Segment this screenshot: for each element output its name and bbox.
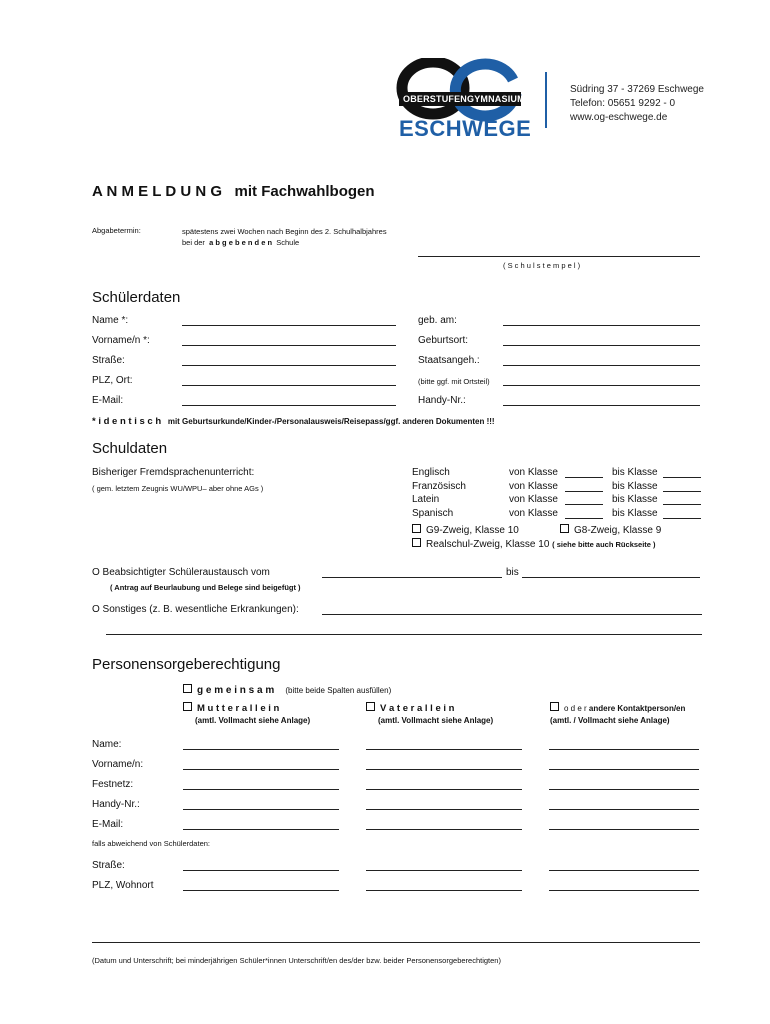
- von-label: von Klasse: [509, 481, 558, 492]
- realschul-checkbox[interactable]: Realschul-Zweig, Klasse 10 ( siehe bitte auch Rückseite ): [412, 538, 656, 550]
- header-divider: [545, 72, 547, 128]
- sorge-field[interactable]: [183, 769, 339, 770]
- bis-label: bis Klasse: [612, 494, 658, 505]
- stamp-line[interactable]: [418, 256, 700, 257]
- von-field[interactable]: [565, 518, 603, 519]
- signature-field[interactable]: [92, 942, 700, 943]
- field-label: Staatsangeh.:: [418, 355, 480, 366]
- checkbox-icon[interactable]: [550, 702, 559, 711]
- sorge-field[interactable]: [366, 769, 522, 770]
- stamp-label: ( S c h u l s t e m p e l ): [503, 261, 581, 270]
- sorge-field[interactable]: [183, 789, 339, 790]
- von-label: von Klasse: [509, 494, 558, 505]
- bis-field[interactable]: [663, 504, 701, 505]
- sorge-field[interactable]: [366, 809, 522, 810]
- plz-ort-field[interactable]: [182, 385, 396, 386]
- von-field[interactable]: [565, 477, 603, 478]
- field-label: PLZ, Ort:: [92, 375, 133, 386]
- signature-label: (Datum und Unterschrift; bei minderjährigen Schüler*innen Unterschrift/en des/der bzw. beider Personensorgeberechtigten): [92, 956, 501, 965]
- field-label: Straße:: [92, 860, 125, 871]
- sorge-field[interactable]: [366, 890, 522, 891]
- language-label: Latein: [412, 494, 440, 505]
- language-label: Französisch: [412, 481, 466, 492]
- sorge-field[interactable]: [549, 829, 699, 830]
- field-label: Straße:: [92, 355, 125, 366]
- field-label: Vorname/n *:: [92, 335, 150, 346]
- section-heading-sorge: Personensorgeberechtigung: [92, 656, 281, 673]
- section-heading-schueler: Schülerdaten: [92, 289, 181, 306]
- bis-label: bis Klasse: [612, 508, 658, 519]
- checkbox-icon[interactable]: [560, 524, 569, 533]
- field-label: Handy-Nr.:: [92, 799, 140, 810]
- austausch-bis-field[interactable]: [522, 577, 700, 578]
- vorname-field[interactable]: [182, 345, 396, 346]
- identity-note: * i d e n t i s c h mit Geburtsurkunde/Kinder-/Personalausweis/Reisepass/ggf. anderen Dokumenten !!!: [92, 416, 495, 427]
- checkbox-icon[interactable]: [412, 538, 421, 547]
- strasse-field[interactable]: [182, 365, 396, 366]
- sorge-field[interactable]: [183, 809, 339, 810]
- ortsteil-field[interactable]: [503, 385, 700, 386]
- sonstiges-label[interactable]: O Sonstiges (z. B. wesentliche Erkrankungen):: [92, 604, 299, 615]
- austausch-label[interactable]: O Beabsichtigter Schüleraustausch vom: [92, 567, 270, 578]
- field-label: Name *:: [92, 315, 129, 326]
- field-label: E-Mail:: [92, 819, 124, 830]
- checkbox-icon[interactable]: [412, 524, 421, 533]
- austausch-hint: ( Antrag auf Beurlaubung und Belege sind beigefügt ): [110, 583, 301, 592]
- von-label: von Klasse: [509, 508, 558, 519]
- deadline-line1: spätestens zwei Wochen nach Beginn des 2. Schulhalbjahres: [182, 227, 387, 236]
- bis-field[interactable]: [663, 518, 701, 519]
- austausch-von-field[interactable]: [322, 577, 502, 578]
- sorge-field[interactable]: [183, 870, 339, 871]
- sorge-field[interactable]: [366, 789, 522, 790]
- bis-label: bis Klasse: [612, 467, 658, 478]
- g9-checkbox[interactable]: G9-Zweig, Klasse 10: [412, 524, 519, 536]
- school-address: [570, 83, 704, 125]
- handy-field[interactable]: [503, 405, 700, 406]
- bis-field[interactable]: [663, 491, 701, 492]
- von-field[interactable]: [565, 491, 603, 492]
- sonstiges-field-2[interactable]: [106, 634, 702, 635]
- field-label: Handy-Nr.:: [418, 395, 466, 406]
- staatsangeh-field[interactable]: [503, 365, 700, 366]
- bis-field[interactable]: [663, 477, 701, 478]
- field-label: (bitte ggf. mit Ortsteil): [418, 377, 490, 386]
- address-line: Telefon: 05651 9292 - 0: [570, 98, 676, 109]
- vater-checkbox[interactable]: V a t e r a l l e i n (amtl. Vollmacht siehe Anlage): [366, 702, 493, 727]
- gemeinsam-checkbox[interactable]: g e m e i n s a m (bitte beide Spalten ausfüllen): [183, 684, 391, 696]
- language-label: Spanisch: [412, 508, 454, 519]
- sonstiges-field[interactable]: [322, 614, 702, 615]
- geb-am-field[interactable]: [503, 325, 700, 326]
- austausch-bis-label: bis: [506, 567, 519, 578]
- geburtsort-field[interactable]: [503, 345, 700, 346]
- title-spaced: A N M E L D U N G: [92, 183, 223, 200]
- sorge-field[interactable]: [549, 809, 699, 810]
- field-label: E-Mail:: [92, 395, 124, 406]
- fremd-hint: ( gem. letztem Zeugnis WU/WPU– aber ohne AGs ): [92, 484, 264, 493]
- section-heading-schul: Schuldaten: [92, 440, 168, 457]
- sorge-field[interactable]: [549, 769, 699, 770]
- bis-label: bis Klasse: [612, 481, 658, 492]
- title-rest: mit Fachwahlbogen: [234, 183, 375, 200]
- kontakt-checkbox[interactable]: o d e r andere Kontaktperson/en (amtl. / Vollmacht siehe Anlage): [550, 704, 686, 725]
- field-label: geb. am:: [418, 315, 457, 326]
- form-title: [92, 183, 375, 200]
- deadline-line2: bei der a b g e b e n d e n Schule: [182, 238, 300, 247]
- mutter-checkbox[interactable]: M u t t e r a l l e i n (amtl. Vollmacht siehe Anlage): [183, 702, 310, 727]
- von-label: von Klasse: [509, 467, 558, 478]
- sorge-field[interactable]: [366, 749, 522, 750]
- sorge-field[interactable]: [183, 749, 339, 750]
- sorge-field[interactable]: [366, 870, 522, 871]
- sorge-field[interactable]: [183, 829, 339, 830]
- field-label: Vorname/n:: [92, 759, 144, 770]
- email-field[interactable]: [182, 405, 396, 406]
- address-line: www.og-eschwege.de: [570, 112, 668, 123]
- language-label: Englisch: [412, 467, 450, 478]
- sorge-field[interactable]: [549, 870, 699, 871]
- checkbox-icon[interactable]: [366, 702, 375, 711]
- logo-city: ESCHWEGE: [399, 116, 532, 141]
- sorge-field[interactable]: [366, 829, 522, 830]
- name-field[interactable]: [182, 325, 396, 326]
- field-label: Festnetz:: [92, 779, 134, 790]
- field-label: Geburtsort:: [418, 335, 469, 346]
- abweichend-note: falls abweichend von Schülerdaten:: [92, 839, 210, 848]
- deadline-label: Abgabetermin:: [92, 226, 141, 235]
- field-label: Name:: [92, 739, 122, 750]
- fremd-label: Bisheriger Fremdsprachenunterricht:: [92, 467, 255, 478]
- sorge-field[interactable]: [549, 789, 699, 790]
- sorge-field[interactable]: [549, 890, 699, 891]
- g8-checkbox[interactable]: G8-Zweig, Klasse 9: [560, 524, 661, 536]
- logo-band: OBERSTUFENGYMNASIUM: [403, 94, 525, 104]
- deadline-text: [182, 226, 387, 248]
- address-line: Südring 37 - 37269 Eschwege: [570, 84, 704, 95]
- field-label: PLZ, Wohnort: [92, 880, 154, 891]
- checkbox-icon[interactable]: [183, 684, 192, 693]
- school-logo: [395, 58, 532, 142]
- von-field[interactable]: [565, 504, 603, 505]
- sorge-field[interactable]: [183, 890, 339, 891]
- sorge-field[interactable]: [549, 749, 699, 750]
- checkbox-icon[interactable]: [183, 702, 192, 711]
